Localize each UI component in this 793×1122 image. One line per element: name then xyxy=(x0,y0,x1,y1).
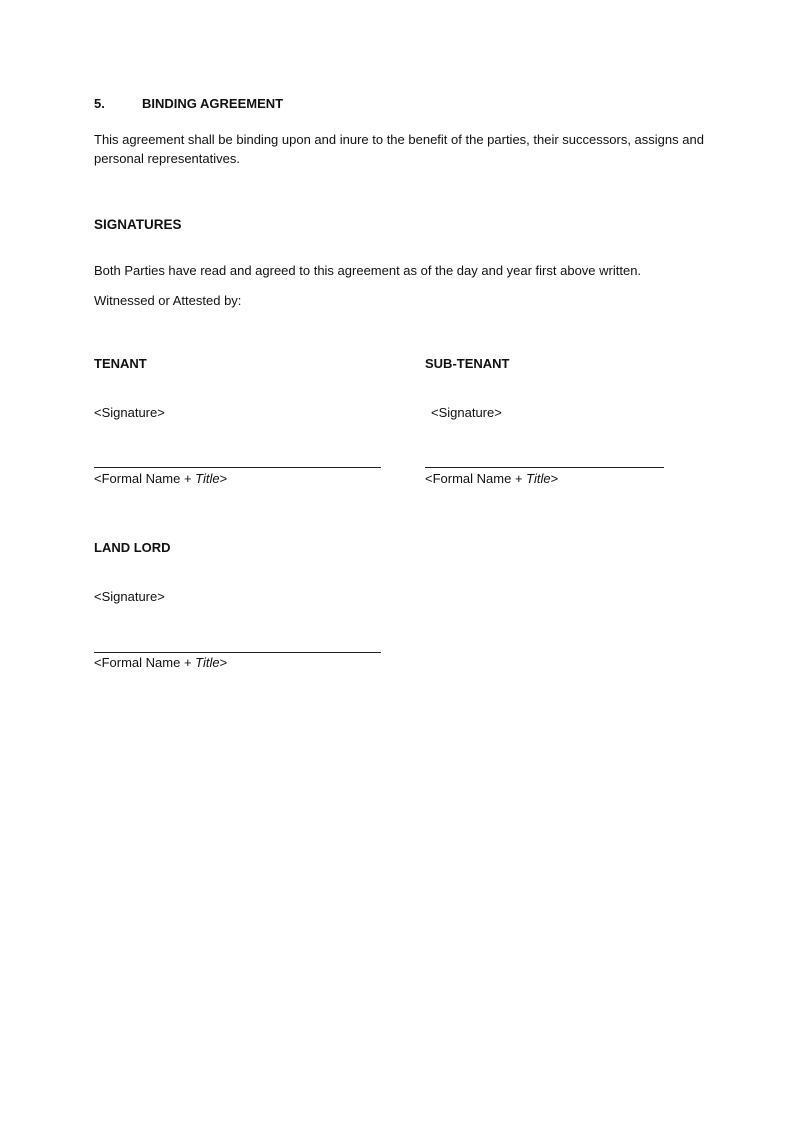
sub-tenant-formal-name xyxy=(425,470,558,488)
witness-statement: Witnessed or Attested by: xyxy=(94,293,242,308)
section-title: BINDING AGREEMENT xyxy=(142,96,284,111)
sub-tenant-signature-placeholder: <Signature> xyxy=(431,405,502,420)
land-lord-name-title: Title xyxy=(195,655,220,670)
sub-tenant-label: SUB-TENANT xyxy=(425,356,510,371)
land-lord-label: LAND LORD xyxy=(94,540,171,555)
tenant-formal-name xyxy=(94,470,227,488)
tenant-name-title: Title xyxy=(195,471,220,486)
land-lord-name-prefix: <Formal Name + xyxy=(94,655,196,670)
tenant-name-suffix: > xyxy=(219,471,228,486)
sub-tenant-name-title: Title xyxy=(526,471,551,486)
tenant-name-prefix: <Formal Name + xyxy=(94,471,196,486)
tenant-label: TENANT xyxy=(94,356,147,371)
land-lord-name-suffix: > xyxy=(219,655,228,670)
sub-tenant-signature-line xyxy=(425,467,664,468)
tenant-signature-line xyxy=(94,467,381,468)
land-lord-signature-line xyxy=(94,652,381,653)
signatures-heading: SIGNATURES xyxy=(94,217,182,232)
land-lord-signature-placeholder: <Signature> xyxy=(94,589,165,604)
tenant-signature-placeholder: <Signature> xyxy=(94,405,165,420)
sub-tenant-name-suffix: > xyxy=(550,471,559,486)
land-lord-formal-name xyxy=(94,654,227,672)
sub-tenant-name-prefix: <Formal Name + xyxy=(425,471,527,486)
section-number: 5. xyxy=(94,96,105,111)
binding-agreement-paragraph: This agreement shall be binding upon and inure to the benefit of the parties, their successors, assigns and personal representatives. xyxy=(94,132,704,166)
read-statement: Both Parties have read and agreed to this agreement as of the day and year first above written. xyxy=(94,263,642,278)
